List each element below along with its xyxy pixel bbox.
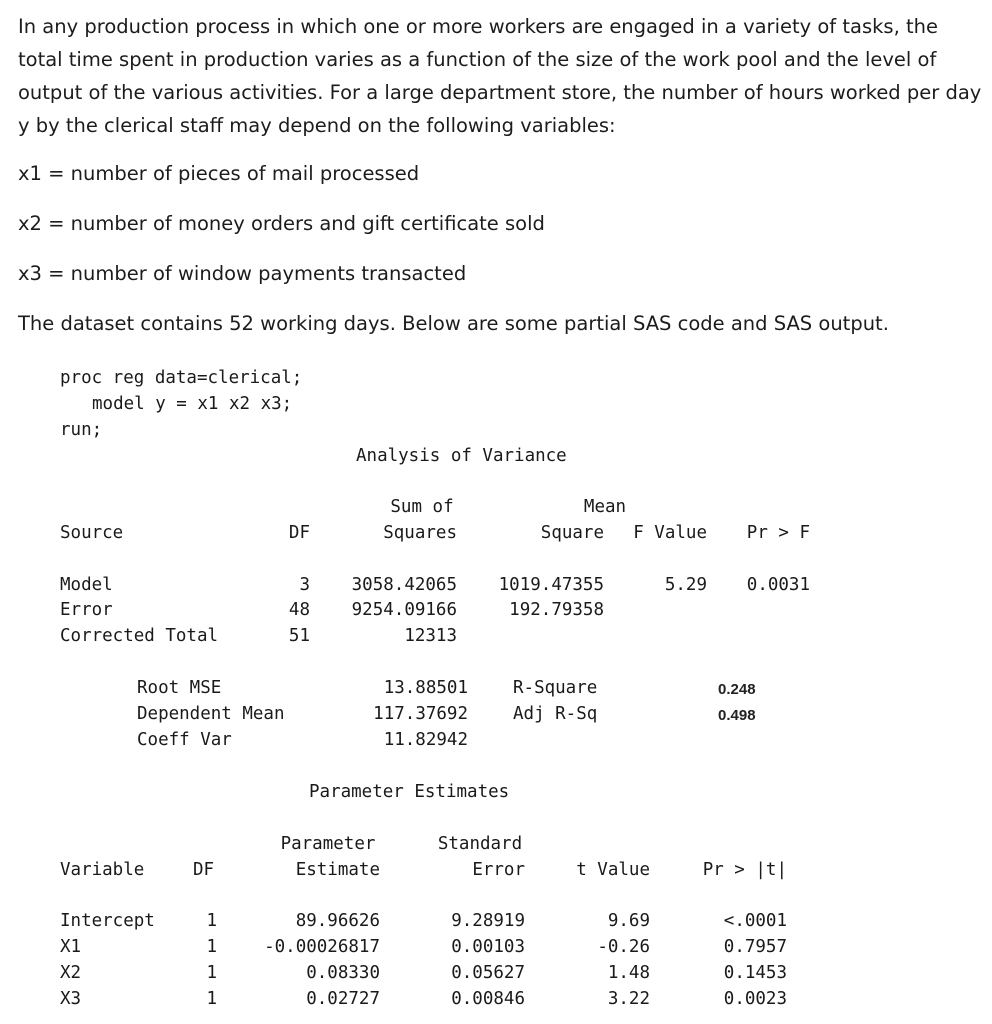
params-header-se-top: Standard bbox=[437, 834, 523, 854]
fit-r-square-value: 0.248 bbox=[718, 681, 756, 698]
params-row-t-value: -0.26 bbox=[597, 937, 650, 957]
anova-header-ss-top: Sum of bbox=[390, 497, 454, 517]
anova-header-f-value: F Value bbox=[633, 523, 707, 543]
params-row-t-value: 3.22 bbox=[607, 989, 650, 1009]
params-row-df: 1 bbox=[206, 963, 217, 983]
params-row-std-error: 0.00103 bbox=[451, 937, 525, 957]
params-header-df: DF bbox=[193, 860, 215, 880]
params-row-std-error: 0.05627 bbox=[451, 963, 525, 983]
dataset-note: The dataset contains 52 working days. Below are some partial SAS code and SAS output. bbox=[18, 312, 889, 335]
fit-dependent-mean-label: Dependent Mean bbox=[137, 704, 285, 724]
anova-row-model-ms: 1019.47355 bbox=[498, 575, 604, 595]
anova-row-model-p: 0.0031 bbox=[746, 575, 810, 595]
fit-coeff-var-value: 11.82942 bbox=[383, 730, 468, 750]
anova-header-source: Source bbox=[60, 523, 124, 543]
anova-header-pr-f: Pr > F bbox=[746, 523, 810, 543]
anova-title: Analysis of Variance bbox=[356, 446, 567, 466]
anova-row-model-f: 5.29 bbox=[664, 575, 707, 595]
anova-row-error-ms: 192.79358 bbox=[509, 600, 604, 620]
anova-row-model-ss: 3058.42065 bbox=[351, 575, 457, 595]
variable-definition-x3: x3 = number of window payments transacted bbox=[18, 262, 467, 285]
anova-header-ms-top: Mean bbox=[583, 497, 627, 517]
params-row-p-value: 0.7957 bbox=[723, 937, 787, 957]
params-row-variable: X2 bbox=[60, 963, 82, 983]
params-row-t-value: 9.69 bbox=[607, 911, 650, 931]
code-line-model: model y = x1 x2 x3; bbox=[92, 394, 293, 414]
fit-r-square-label: R-Square bbox=[513, 678, 598, 698]
params-row-variable: X3 bbox=[60, 989, 82, 1009]
anova-row-error-df: 48 bbox=[288, 600, 310, 620]
anova-row-model-source: Model bbox=[60, 575, 113, 595]
anova-row-model-df: 3 bbox=[299, 575, 310, 595]
anova-row-total-ss: 12313 bbox=[404, 626, 457, 646]
params-header-variable: Variable bbox=[60, 860, 145, 880]
anova-row-error-source: Error bbox=[60, 600, 113, 620]
params-row-df: 1 bbox=[206, 989, 217, 1009]
params-row-df: 1 bbox=[206, 937, 217, 957]
params-row-p-value: 0.1453 bbox=[723, 963, 787, 983]
params-header-se-bottom: Error bbox=[472, 860, 525, 880]
anova-header-df: DF bbox=[288, 523, 310, 543]
intro-paragraph: In any production process in which one or more workers are engaged in a variety of tasks, the total time spent in production varies as a function of the size of the work pool and the level of output of the various activities. For a large department store, the number of hours worked per day y by the clerical staff may depend on the following variables: bbox=[18, 15, 982, 137]
variable-definition-x1: x1 = number of pieces of mail processed bbox=[18, 162, 420, 185]
fit-adj-r-sq-value: 0.498 bbox=[718, 707, 756, 724]
fit-root-mse-label: Root MSE bbox=[137, 678, 222, 698]
params-header-t: t Value bbox=[576, 860, 650, 880]
params-header-p: Pr > |t| bbox=[702, 860, 787, 880]
params-row-p-value: <.0001 bbox=[723, 911, 787, 931]
params-header-est-bottom: Estimate bbox=[295, 860, 380, 880]
fit-coeff-var-label: Coeff Var bbox=[137, 730, 232, 750]
params-row-estimate: 0.08330 bbox=[306, 963, 380, 983]
anova-row-total-df: 51 bbox=[288, 626, 310, 646]
params-row-p-value: 0.0023 bbox=[723, 989, 787, 1009]
anova-row-total-source: Corrected Total bbox=[60, 626, 219, 646]
params-row-df: 1 bbox=[206, 911, 217, 931]
params-title: Parameter Estimates bbox=[309, 782, 510, 802]
variable-definition-x2: x2 = number of money orders and gift certificate sold bbox=[18, 212, 545, 235]
anova-header-ss-bottom: Squares bbox=[383, 523, 457, 543]
params-row-std-error: 0.00846 bbox=[451, 989, 525, 1009]
code-line-run: run; bbox=[60, 420, 103, 440]
params-row-t-value: 1.48 bbox=[607, 963, 650, 983]
anova-row-error-ss: 9254.09166 bbox=[351, 600, 457, 620]
fit-root-mse-value: 13.88501 bbox=[383, 678, 468, 698]
fit-dependent-mean-value: 117.37692 bbox=[373, 704, 468, 724]
params-header-est-top: Parameter bbox=[280, 834, 376, 854]
params-row-variable: Intercept bbox=[60, 911, 155, 931]
fit-adj-r-sq-label: Adj R-Sq bbox=[513, 704, 598, 724]
params-row-std-error: 9.28919 bbox=[451, 911, 525, 931]
code-line-proc: proc reg data=clerical; bbox=[60, 368, 303, 388]
params-row-estimate: 0.02727 bbox=[306, 989, 380, 1009]
anova-header-ms-bottom: Square bbox=[540, 523, 604, 543]
params-row-estimate: -0.00026817 bbox=[264, 937, 380, 957]
params-row-variable: X1 bbox=[60, 937, 82, 957]
params-row-estimate: 89.96626 bbox=[295, 911, 380, 931]
